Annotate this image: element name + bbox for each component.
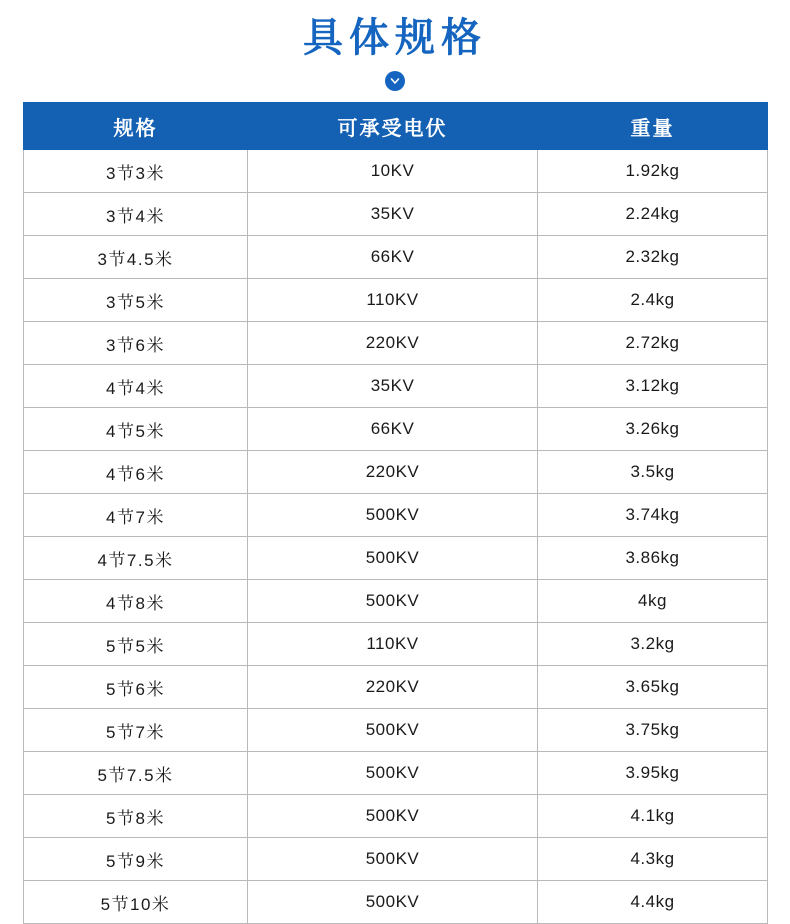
cell-weight: 4.4kg — [538, 881, 768, 924]
cell-spec: 4节6米 — [24, 451, 248, 494]
cell-voltage: 500KV — [248, 838, 538, 881]
table-row — [24, 623, 768, 666]
cell-voltage: 10KV — [248, 150, 538, 193]
table-row — [24, 451, 768, 494]
cell-voltage: 220KV — [248, 666, 538, 709]
cell-spec: 5节10米 — [24, 881, 248, 924]
cell-spec: 5节8米 — [24, 795, 248, 838]
cell-spec: 5节9米 — [24, 838, 248, 881]
cell-spec: 5节5米 — [24, 623, 248, 666]
cell-voltage: 220KV — [248, 451, 538, 494]
table-row — [24, 494, 768, 537]
cell-weight: 2.4kg — [538, 279, 768, 322]
cell-voltage: 500KV — [248, 795, 538, 838]
cell-weight: 4.1kg — [538, 795, 768, 838]
cell-spec: 5节7.5米 — [24, 752, 248, 795]
cell-voltage: 500KV — [248, 494, 538, 537]
cell-weight: 3.86kg — [538, 537, 768, 580]
cell-weight: 1.92kg — [538, 150, 768, 193]
cell-spec: 4节8米 — [24, 580, 248, 623]
table-row — [24, 322, 768, 365]
table-row — [24, 709, 768, 752]
table-body — [24, 150, 768, 924]
table-row — [24, 580, 768, 623]
cell-voltage: 110KV — [248, 279, 538, 322]
cell-voltage: 110KV — [248, 623, 538, 666]
column-header-weight: 重量 — [538, 103, 768, 150]
table-row — [24, 666, 768, 709]
table-row — [24, 193, 768, 236]
cell-voltage: 35KV — [248, 365, 538, 408]
spec-table — [23, 102, 768, 924]
cell-spec: 4节7.5米 — [24, 537, 248, 580]
table-row — [24, 279, 768, 322]
cell-weight: 2.24kg — [538, 193, 768, 236]
table-row — [24, 150, 768, 193]
cell-weight: 3.95kg — [538, 752, 768, 795]
cell-spec: 5节7米 — [24, 709, 248, 752]
column-header-spec: 规格 — [24, 103, 248, 150]
title-ornament — [0, 70, 790, 92]
cell-voltage: 220KV — [248, 322, 538, 365]
table-row — [24, 408, 768, 451]
cell-weight: 3.5kg — [538, 451, 768, 494]
cell-weight: 3.65kg — [538, 666, 768, 709]
column-header-voltage: 可承受电伏 — [248, 103, 538, 150]
cell-weight: 2.32kg — [538, 236, 768, 279]
table-row — [24, 365, 768, 408]
cell-spec: 3节3米 — [24, 150, 248, 193]
cell-weight: 3.2kg — [538, 623, 768, 666]
cell-voltage: 35KV — [248, 193, 538, 236]
cell-voltage: 500KV — [248, 881, 538, 924]
table-row — [24, 236, 768, 279]
cell-voltage: 500KV — [248, 580, 538, 623]
cell-voltage: 66KV — [248, 236, 538, 279]
cell-spec: 3节6米 — [24, 322, 248, 365]
cell-weight: 4.3kg — [538, 838, 768, 881]
spec-table-container — [0, 102, 790, 924]
table-header-row — [24, 103, 768, 150]
cell-weight: 3.75kg — [538, 709, 768, 752]
chevron-down-circle-icon — [385, 71, 405, 91]
cell-voltage: 500KV — [248, 752, 538, 795]
cell-voltage: 500KV — [248, 709, 538, 752]
table-row — [24, 838, 768, 881]
cell-weight: 3.26kg — [538, 408, 768, 451]
page-title: 具体规格 — [303, 16, 487, 60]
cell-voltage: 500KV — [248, 537, 538, 580]
cell-spec: 4节4米 — [24, 365, 248, 408]
cell-spec: 4节7米 — [24, 494, 248, 537]
cell-spec: 4节5米 — [24, 408, 248, 451]
cell-spec: 3节5米 — [24, 279, 248, 322]
cell-voltage: 66KV — [248, 408, 538, 451]
cell-spec: 3节4.5米 — [24, 236, 248, 279]
cell-weight: 3.74kg — [538, 494, 768, 537]
cell-weight: 2.72kg — [538, 322, 768, 365]
table-row — [24, 537, 768, 580]
cell-weight: 4kg — [538, 580, 768, 623]
table-row — [24, 881, 768, 924]
table-row — [24, 752, 768, 795]
cell-spec: 5节6米 — [24, 666, 248, 709]
cell-spec: 3节4米 — [24, 193, 248, 236]
table-header — [24, 103, 768, 150]
table-row — [24, 795, 768, 838]
cell-weight: 3.12kg — [538, 365, 768, 408]
